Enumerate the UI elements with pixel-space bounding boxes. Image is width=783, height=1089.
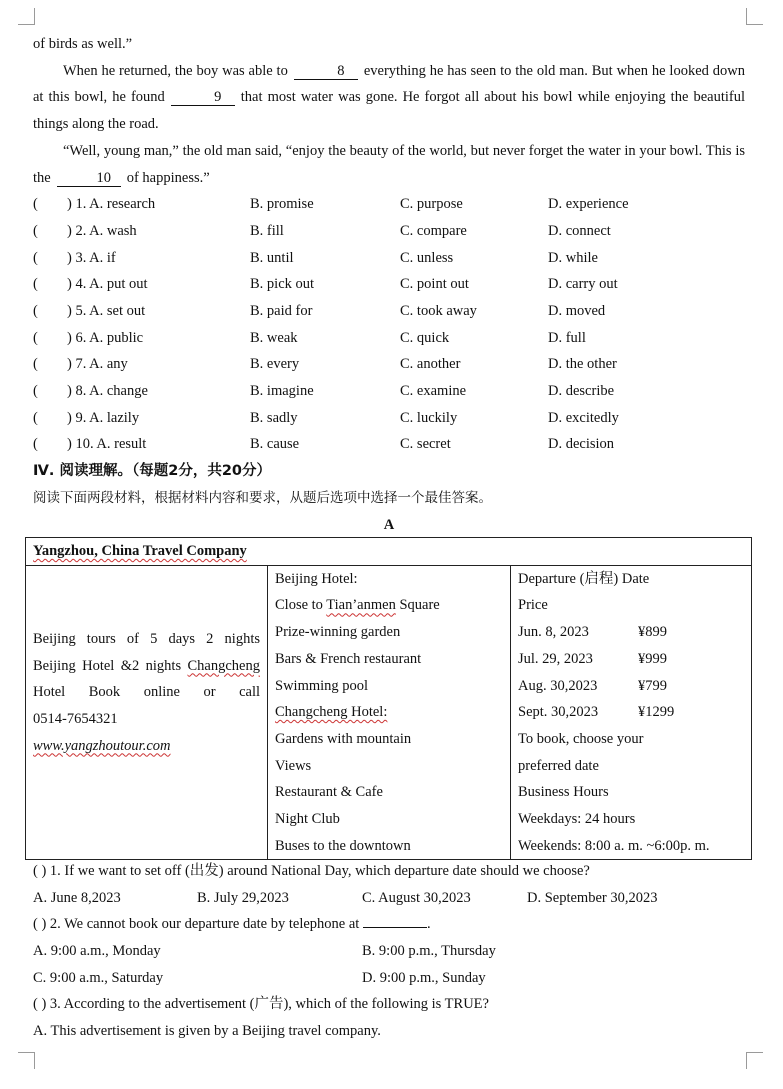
- option-row: [33, 245, 745, 272]
- option-row: [33, 298, 745, 325]
- option-c[interactable]: C. purpose: [400, 196, 463, 213]
- option-c[interactable]: C. secret: [400, 436, 451, 453]
- option-c[interactable]: C. examine: [400, 383, 467, 400]
- option-a[interactable]: ) 3. A. if: [67, 249, 116, 266]
- options-list: [33, 191, 745, 458]
- option-d[interactable]: D. while: [548, 249, 598, 266]
- option-b[interactable]: B. imagine: [250, 383, 314, 400]
- question-2-end: .: [426, 916, 431, 933]
- price-row: [518, 699, 744, 726]
- departure-date: Jun. 8, 2023: [518, 624, 589, 641]
- option-row: [33, 218, 745, 245]
- questions-section: [33, 858, 745, 1045]
- price-value: ¥999: [638, 650, 667, 667]
- option-b[interactable]: B. weak: [250, 329, 298, 346]
- ad-phone: 0514-7654321: [33, 710, 118, 727]
- answer-option[interactable]: C. 9:00 a.m., Saturday: [33, 969, 164, 986]
- passage-paragraph: [33, 58, 745, 138]
- answer-option[interactable]: A. June 8,2023: [33, 889, 121, 906]
- hotel-line: Close to Tian’anmen Square: [275, 597, 440, 614]
- option-b[interactable]: B. until: [250, 249, 294, 266]
- hotel-line: Night Club: [275, 811, 340, 828]
- option-question: [33, 218, 250, 245]
- option-row: [33, 431, 745, 458]
- option-row: [33, 191, 745, 218]
- hotel-line: Swimming pool: [275, 677, 369, 694]
- option-question: [33, 431, 250, 458]
- section-title: Ⅳ. 阅读理解。（每题2分，共20分）: [33, 463, 272, 480]
- option-question: [33, 378, 250, 405]
- answer-paren[interactable]: (: [33, 222, 38, 239]
- ad-left-line: Beijing tours of 5 days 2 nights: [33, 630, 260, 647]
- answer-paren[interactable]: (: [33, 436, 38, 453]
- option-a[interactable]: ) 10. A. result: [67, 436, 147, 453]
- option-b[interactable]: B. promise: [250, 196, 314, 213]
- answer-paren[interactable]: (: [33, 329, 38, 346]
- question-2-options: [33, 965, 745, 992]
- answer-option[interactable]: C. August 30,2023: [362, 889, 471, 906]
- ad-website[interactable]: [33, 733, 260, 760]
- ad-right-line: Weekends: 8:00 a. m. ~6:00p. m.: [518, 837, 710, 854]
- answer-paren[interactable]: (: [33, 249, 38, 266]
- hotel-line: Prize-winning garden: [275, 624, 401, 641]
- option-b[interactable]: B. cause: [250, 436, 300, 453]
- option-a[interactable]: ) 4. A. put out: [67, 276, 148, 293]
- section-instruction: 阅读下面两段材料，根据材料内容和要求，从题后选项中选择一个最佳答案。: [33, 489, 492, 506]
- answer-paren[interactable]: (: [33, 276, 38, 293]
- ad-header: [26, 538, 752, 566]
- option-c[interactable]: C. point out: [400, 276, 469, 293]
- option-row: [33, 271, 745, 298]
- option-row: [33, 405, 745, 432]
- ad-right-line: To book, choose your: [518, 730, 644, 747]
- option-row: [33, 378, 745, 405]
- passage-line: of birds as well.”: [33, 36, 133, 52]
- option-c[interactable]: C. quick: [400, 329, 450, 346]
- passage-label: A: [383, 516, 395, 533]
- answer-option[interactable]: A. This advertisement is given by a Beijing travel company.: [33, 1023, 381, 1040]
- answer-option[interactable]: D. September 30,2023: [527, 889, 658, 906]
- passage-text: everything he has seen to the old man. But when he looked down at this bowl, he found: [33, 62, 745, 106]
- option-d[interactable]: D. excitedly: [548, 409, 619, 426]
- hotel-line: Beijing Hotel:: [275, 570, 358, 587]
- option-a[interactable]: ) 1. A. research: [67, 196, 156, 213]
- hotel-name: Changcheng Hotel:: [275, 704, 388, 721]
- hotel-line: Bars & French restaurant: [275, 650, 422, 667]
- answer-paren[interactable]: (: [33, 196, 38, 213]
- answer-paren[interactable]: (: [33, 302, 38, 319]
- question-1-options: [33, 885, 745, 912]
- hotel-line: [275, 699, 503, 726]
- option-row: [33, 351, 745, 378]
- passage-text: that most water was gone. He forgot all about his bowl while enjoying the beautiful things along the road.: [33, 89, 745, 133]
- option-c[interactable]: C. luckily: [400, 409, 458, 426]
- departure-date: Aug. 30,2023: [518, 677, 598, 694]
- option-question: [33, 271, 250, 298]
- price-value: ¥799: [638, 677, 667, 694]
- hotel-line: Buses to the downtown: [275, 837, 411, 854]
- option-d[interactable]: D. experience: [548, 196, 629, 213]
- question-1: ( ) 1. If we want to set off (出发) around National Day, which departure date should we choose?: [33, 863, 590, 879]
- ad-right-line: Business Hours: [518, 784, 609, 801]
- option-b[interactable]: B. paid for: [250, 302, 313, 319]
- passage-text: of happiness.”: [126, 169, 210, 186]
- option-question: [33, 351, 250, 378]
- departure-date: Jul. 29, 2023: [518, 650, 593, 667]
- blank-9: 9: [171, 89, 235, 106]
- price-value: ¥1299: [638, 704, 675, 721]
- travel-ad-table: [25, 537, 752, 860]
- passage-text: When he returned, the boy was able to: [63, 62, 288, 79]
- ad-right-line: preferred date: [518, 757, 599, 774]
- hotel-line: Gardens with mountain: [275, 730, 412, 747]
- corner-mark-top-left: [18, 8, 35, 25]
- price-list: [518, 619, 744, 726]
- answer-option[interactable]: B. 9:00 p.m., Thursday: [362, 943, 496, 960]
- option-d[interactable]: D. carry out: [548, 276, 618, 293]
- ad-left-cell: [26, 565, 268, 860]
- hotel-line: Restaurant & Cafe: [275, 784, 383, 801]
- ad-right-cell: [511, 565, 752, 860]
- option-b[interactable]: B. pick out: [250, 276, 315, 293]
- ad-header-text: Yangzhou, China Travel Company: [33, 543, 247, 559]
- option-row: [33, 325, 745, 352]
- passage-text: “Well, young man,” the old man said, “enjoy the beauty of the world, but never forget the water in your bowl. This is the: [33, 142, 745, 186]
- answer-option[interactable]: A. 9:00 a.m., Monday: [33, 943, 161, 960]
- option-a[interactable]: ) 5. A. set out: [67, 302, 146, 319]
- option-b[interactable]: B. every: [250, 356, 300, 373]
- answer-blank[interactable]: [363, 927, 427, 928]
- corner-mark-bottom-right: [746, 1052, 763, 1069]
- option-question: [33, 191, 250, 218]
- option-question: [33, 298, 250, 325]
- option-d[interactable]: D. moved: [548, 302, 606, 319]
- corner-mark-top-right: [746, 8, 763, 25]
- ad-website-text[interactable]: www.yangzhoutour.com: [33, 737, 171, 754]
- option-c[interactable]: C. unless: [400, 249, 454, 266]
- blank-10: 10: [57, 170, 121, 187]
- option-a[interactable]: ) 2. A. wash: [67, 222, 137, 239]
- ad-right-line: Weekdays: 24 hours: [518, 811, 636, 828]
- question-2: [33, 911, 745, 938]
- question-3: ( ) 3. According to the advertisement (广告), which of the following is TRUE?: [33, 996, 489, 1013]
- blank-8: 8: [294, 63, 358, 80]
- option-d[interactable]: D. full: [548, 329, 586, 346]
- price-heading: Price: [518, 597, 548, 614]
- option-c[interactable]: C. took away: [400, 302, 477, 319]
- option-c[interactable]: C. another: [400, 356, 461, 373]
- answer-paren[interactable]: (: [33, 383, 38, 400]
- option-a[interactable]: ) 6. A. public: [67, 329, 144, 346]
- ad-left-line: Beijing Hotel &2 nights Changcheng: [33, 657, 260, 674]
- departure-date: Sept. 30,2023: [518, 704, 599, 721]
- price-value: ¥899: [638, 624, 667, 641]
- option-d[interactable]: D. the other: [548, 356, 617, 373]
- price-row: [518, 619, 744, 646]
- option-a[interactable]: ) 8. A. change: [67, 383, 148, 400]
- answer-option[interactable]: D. 9:00 p.m., Sunday: [362, 969, 486, 986]
- corner-mark-bottom-left: [18, 1052, 35, 1069]
- question-2-text: ( ) 2. We cannot book our departure date by telephone at: [33, 916, 360, 933]
- departure-heading: Departure (启程) Date: [518, 570, 650, 587]
- answer-paren[interactable]: (: [33, 356, 38, 373]
- ad-left-line: Hotel Book online or call: [33, 684, 260, 701]
- option-b[interactable]: B. sadly: [250, 409, 298, 426]
- option-question: [33, 405, 250, 432]
- option-a[interactable]: ) 7. A. any: [67, 356, 128, 373]
- option-b[interactable]: B. fill: [250, 222, 284, 239]
- option-c[interactable]: C. compare: [400, 222, 467, 239]
- option-d[interactable]: D. decision: [548, 436, 615, 453]
- document-page: [33, 31, 745, 538]
- answer-option[interactable]: B. July 29,2023: [197, 889, 289, 906]
- hotel-line: Views: [275, 757, 312, 774]
- option-question: [33, 245, 250, 272]
- passage-paragraph: [33, 138, 745, 191]
- question-2-options: [33, 938, 745, 965]
- answer-paren[interactable]: (: [33, 409, 38, 426]
- price-row: [518, 646, 744, 673]
- option-a[interactable]: ) 9. A. lazily: [67, 409, 140, 426]
- option-d[interactable]: D. connect: [548, 222, 611, 239]
- option-question: [33, 325, 250, 352]
- option-d[interactable]: D. describe: [548, 383, 615, 400]
- ad-middle-cell: [268, 565, 511, 860]
- price-row: [518, 673, 744, 700]
